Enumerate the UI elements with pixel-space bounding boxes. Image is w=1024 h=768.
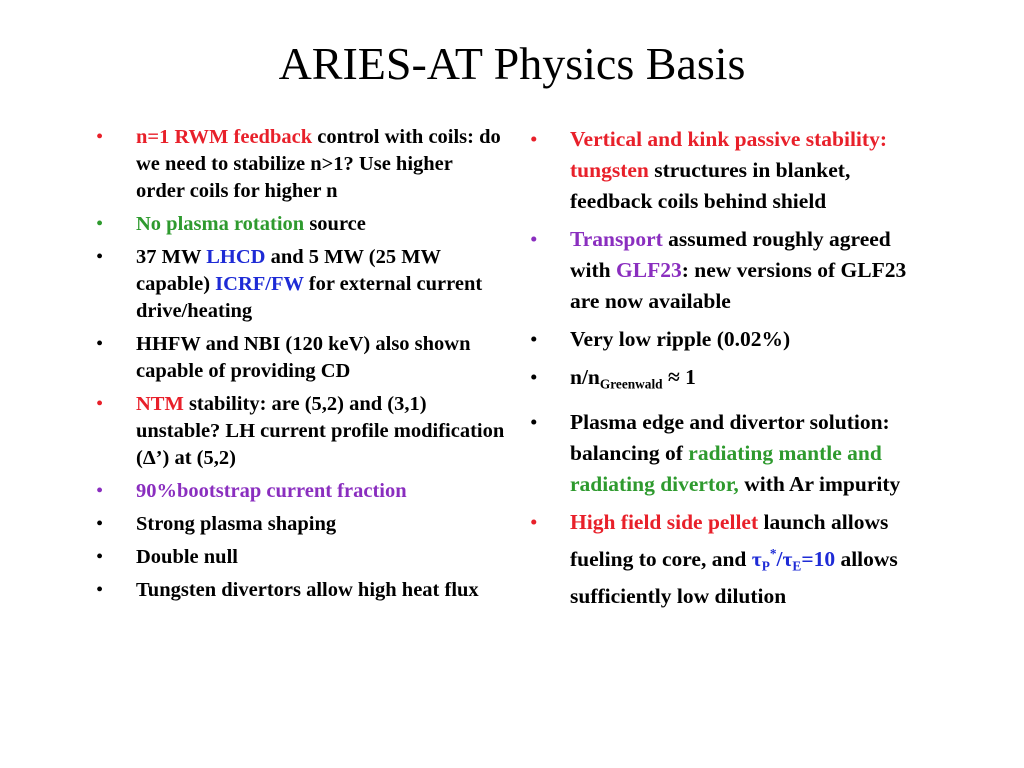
bullet-marker: • — [96, 213, 104, 235]
ratio-slash: / — [776, 546, 783, 571]
bullet-marker: • — [530, 227, 538, 251]
bullet-marker: • — [530, 327, 538, 351]
bullet-text: Double null — [136, 546, 238, 568]
bullet-marker: • — [96, 126, 104, 148]
bullet-low-ripple — [530, 324, 930, 355]
bullet-text: Plasma edge and divertor solution: balancing of — [570, 409, 890, 465]
tau-symbol: τ — [751, 546, 762, 571]
highlight-radiating-mantle: radiating mantle and radiating divertor, — [570, 440, 882, 496]
right-bullet-list — [530, 124, 930, 619]
tau-e-subscript: E — [792, 558, 802, 574]
bullet-marker: • — [96, 393, 104, 415]
bullet-marker: • — [96, 480, 104, 502]
bullet-marker: • — [96, 333, 104, 355]
highlight-ntm: NTM — [136, 393, 184, 415]
bullet-text: : new versions of GLF23 are now available — [570, 258, 907, 313]
bullet-double-null — [96, 544, 506, 571]
bullet-text: with Ar impurity — [738, 471, 901, 496]
highlight-passive-stability: Vertical and kink passive stability: tungsten — [570, 127, 887, 182]
bullet-text: n/n — [570, 365, 600, 389]
bullet-transport — [530, 224, 930, 317]
bullet-marker: • — [96, 546, 104, 568]
left-bullet-list — [96, 124, 506, 610]
bullet-text: structures in blanket, feedback coils behind shield — [570, 158, 851, 213]
bullet-text: for external current drive/heating — [136, 273, 483, 322]
bullet-text: Strong plasma shaping — [136, 513, 337, 535]
bullet-bootstrap-fraction — [96, 478, 506, 505]
bullet-plasma-shaping — [96, 511, 506, 538]
bullet-text: and 5 MW (25 MW capable) — [136, 246, 441, 295]
highlight-transport: Transport — [570, 227, 663, 251]
highlight-lhcd: LHCD — [206, 246, 266, 268]
tau-p-subscript: P — [761, 558, 770, 574]
tau-p-superscript: * — [769, 545, 777, 561]
bullet-marker: • — [530, 365, 538, 389]
highlight-bootstrap-fraction: 90%bootstrap current fraction — [136, 480, 407, 502]
bullet-marker: • — [96, 579, 104, 601]
highlight-icrf-fw: ICRF/FW — [215, 273, 304, 295]
bullet-text: Tungsten divertors allow high heat flux — [136, 579, 479, 601]
highlight-glf23: GLF23 — [616, 258, 682, 282]
bullet-text: control with coils: do we need to stabilize n>1? Use higher order coils for higher n — [136, 126, 501, 202]
bullet-text: ≈ 1 — [662, 365, 696, 389]
bullet-text: source — [304, 213, 366, 235]
ratio-value: =10 — [801, 546, 836, 571]
bullet-text: HHFW and NBI (120 keV) also shown capable of providing CD — [136, 333, 471, 382]
highlight-plasma-rotation: No plasma rotation — [136, 213, 305, 235]
highlight-rwm-feedback: n=1 RWM feedback — [136, 126, 313, 148]
bullet-text: launch allows fueling to core, and — [570, 509, 889, 571]
bullet-rwm-feedback — [96, 124, 506, 205]
bullet-marker: • — [530, 409, 538, 434]
bullet-tungsten-divertors — [96, 577, 506, 604]
bullet-marker: • — [530, 127, 538, 151]
bullet-marker: • — [530, 509, 538, 534]
bullet-text: 37 MW — [136, 246, 207, 268]
bullet-plasma-edge — [530, 407, 930, 500]
bullet-ntm-stability — [96, 391, 506, 472]
greenwald-subscript: Greenwald — [599, 376, 663, 392]
bullet-text: stability: are (5,2) and (3,1) unstable? LH current profile modification (Δ’) at (5,2) — [136, 393, 505, 469]
slide-title: ARIES-AT Physics Basis — [278, 38, 746, 89]
bullet-current-drive — [96, 244, 506, 325]
bullet-text: assumed roughly agreed with — [570, 227, 891, 282]
tau-ratio-formula — [751, 545, 836, 574]
bullet-text: allows sufficiently low dilution — [570, 546, 898, 609]
tau-symbol: τ — [782, 546, 793, 571]
bullet-marker: • — [96, 246, 104, 268]
bullet-marker: • — [96, 513, 104, 535]
bullet-passive-stability — [530, 124, 930, 217]
bullet-text: Very low ripple (0.02%) — [570, 327, 791, 351]
bullet-plasma-rotation — [96, 211, 506, 238]
bullet-greenwald-ratio — [530, 362, 930, 400]
bullet-hhfw-nbi — [96, 331, 506, 385]
highlight-pellet: High field side pellet — [570, 509, 759, 534]
bullet-pellet-launch — [530, 507, 930, 613]
